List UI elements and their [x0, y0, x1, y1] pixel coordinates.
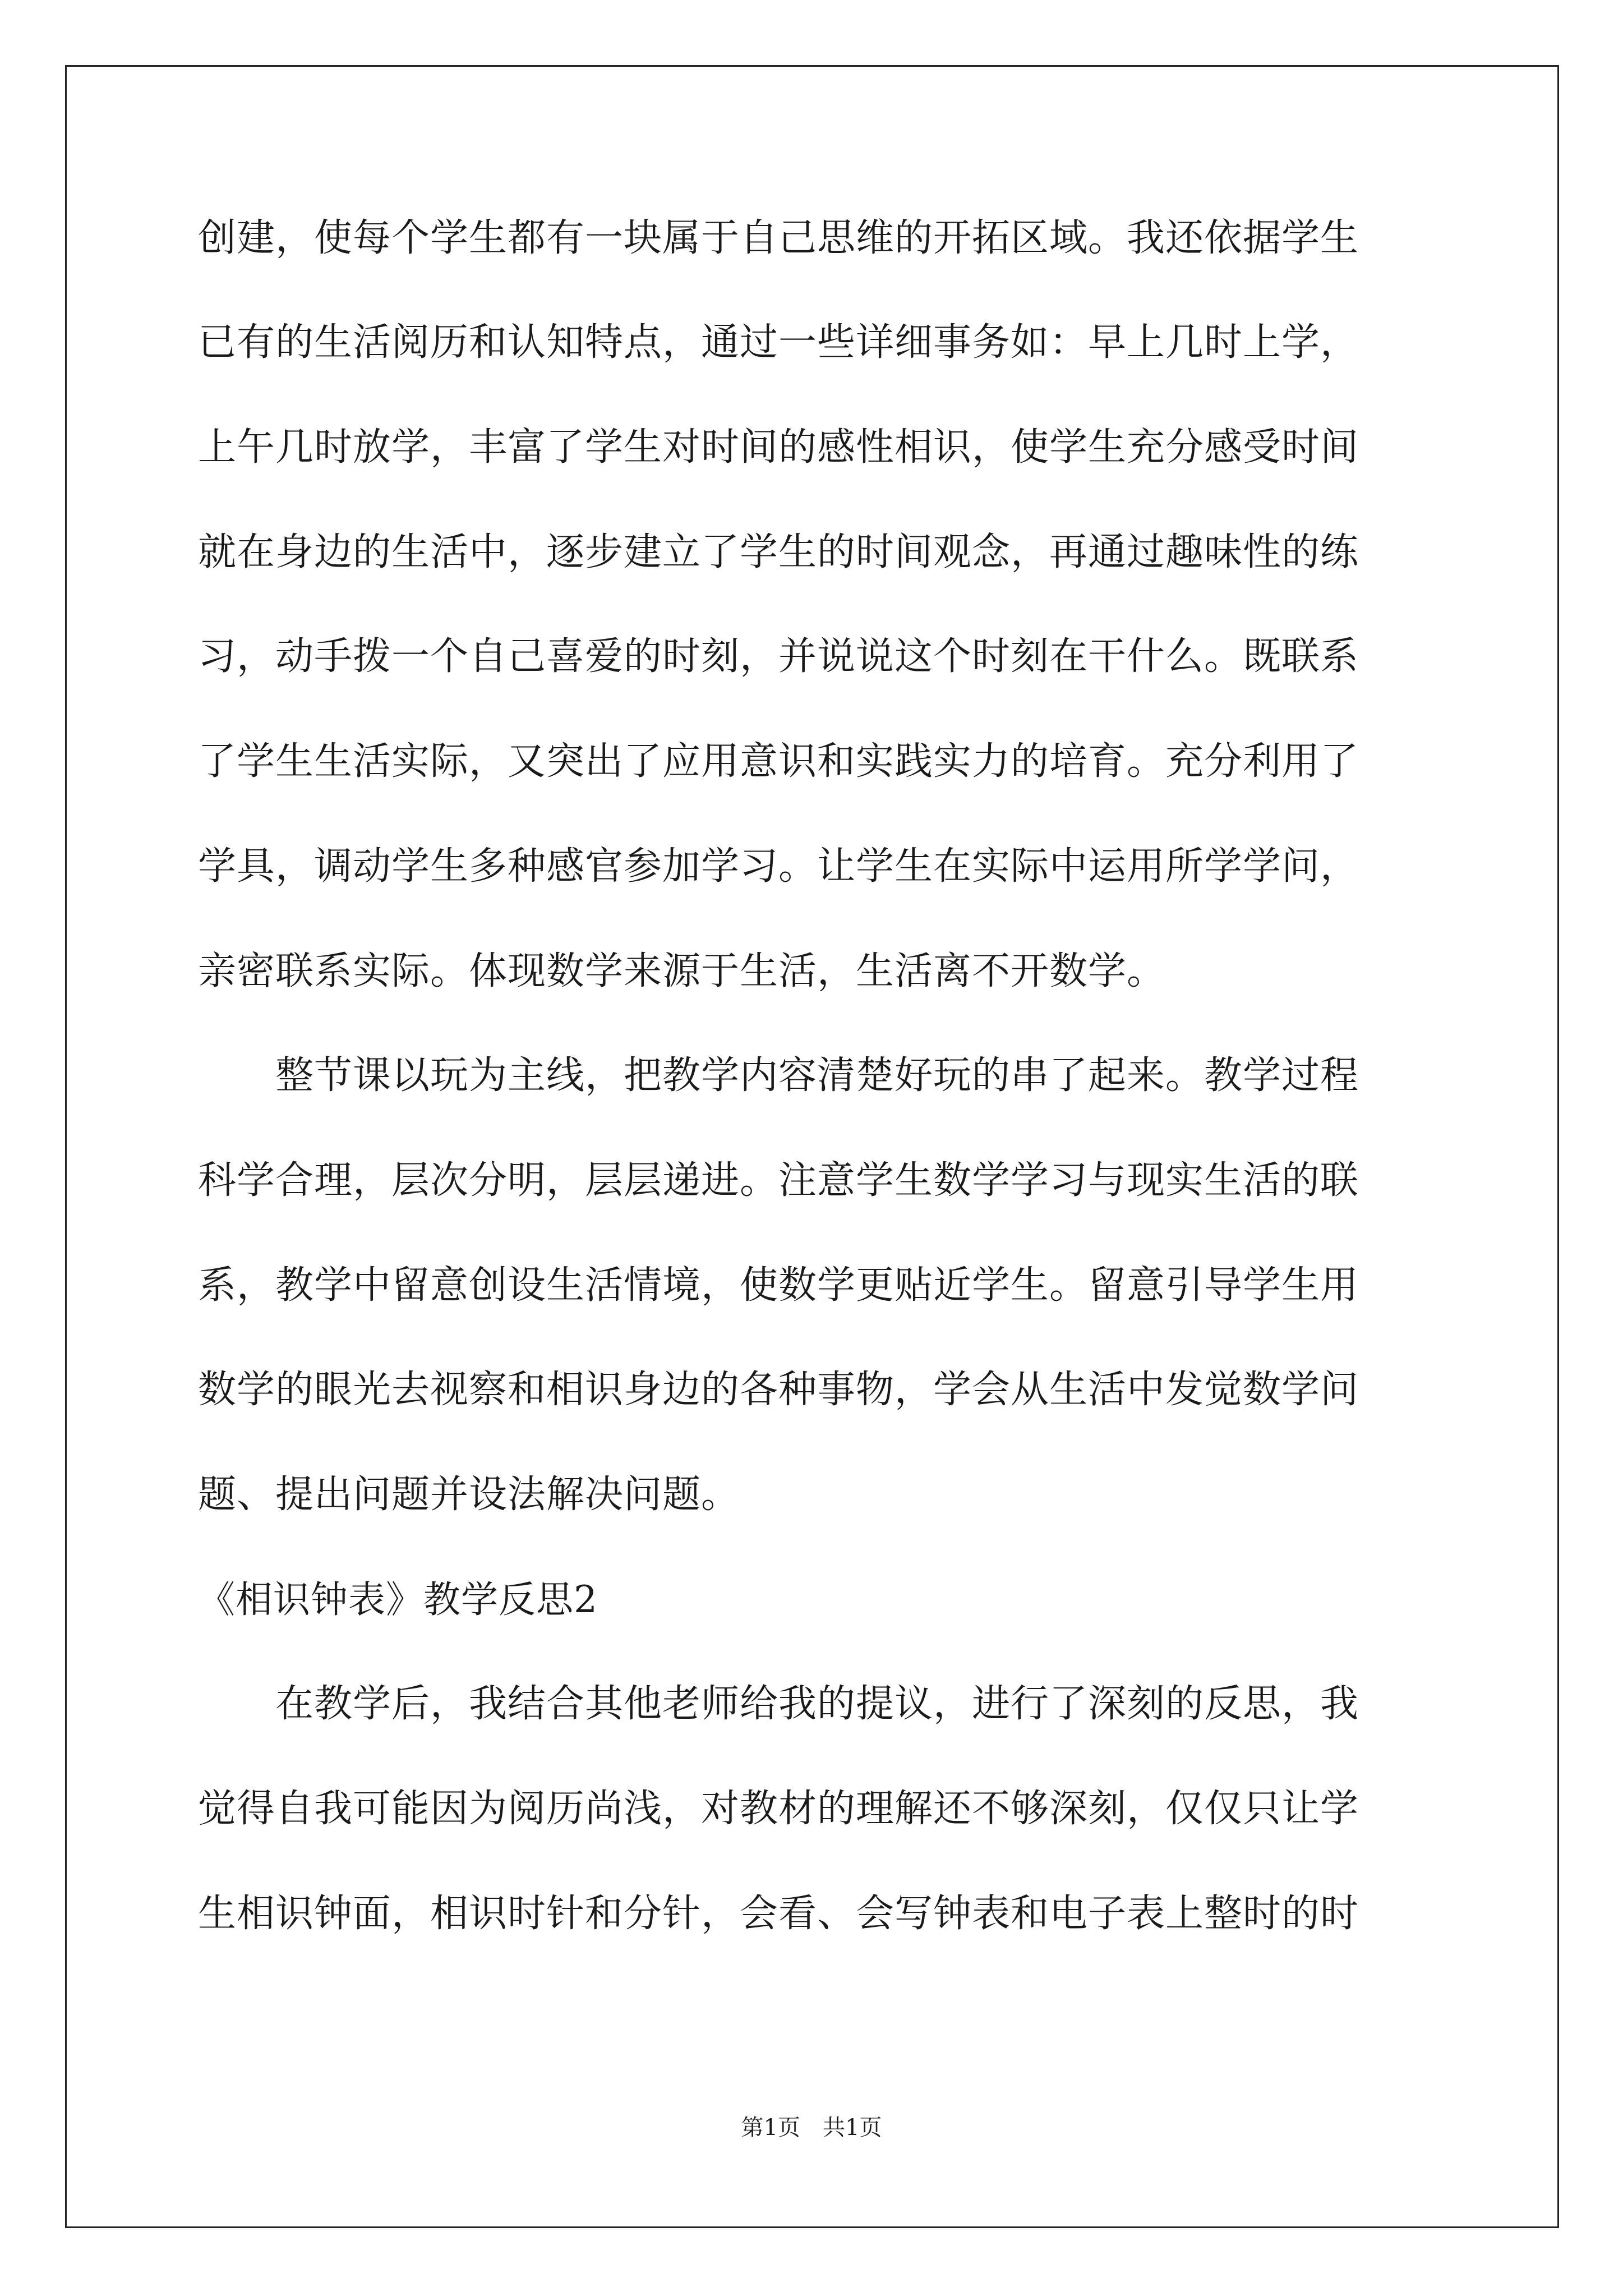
text-line: 系，教学中留意创设生活情境，使数学更贴近学生。留意引导学生用: [198, 1263, 1359, 1308]
text-line: 就在身边的生活中，逐步建立了学生的时间观念，再通过趣味性的练: [198, 530, 1359, 574]
text-line: 亲密联系实际。体现数学来源于生活，生活离不开数学。: [198, 949, 1166, 993]
text-line: 学具，调动学生多种感官参加学习。让学生在实际中运用所学学问，: [198, 844, 1359, 889]
text-line: 上午几时放学，丰富了学生对时间的感性相识，使学生充分感受时间: [198, 425, 1359, 470]
section-heading: 《相识钟表》教学反思2: [198, 1578, 598, 1621]
page-number: 第1页 共1页: [741, 2115, 882, 2141]
text-line: 在教学后，我结合其他老师给我的提议，进行了深刻的反思，我: [198, 1682, 1359, 1726]
text-line: 了学生生活实际，又突出了应用意识和实践实力的培育。充分利用了: [198, 739, 1359, 784]
text-line: 整节课以玩为主线，把教学内容清楚好玩的串了起来。教学过程: [198, 1053, 1359, 1098]
text-line: 习，动手拨一个自己喜爱的时刻，并说说这个时刻在干什么。既联系: [198, 634, 1359, 679]
text-line: 已有的生活阅历和认知特点，通过一些详细事务如：早上几时上学，: [198, 320, 1359, 365]
text-line: 生相识钟面，相识时针和分针，会看、会写钟表和电子表上整时的时: [198, 1892, 1359, 1936]
text-line: 数学的眼光去视察和相识身边的各种事物，学会从生活中发觉数学问: [198, 1368, 1359, 1412]
text-line: 科学合理，层次分明，层层递进。注意学生数学学习与现实生活的联: [198, 1158, 1359, 1203]
text-line: 觉得自我可能因为阅历尚浅，对教材的理解还不够深刻，仅仅只让学: [198, 1787, 1359, 1831]
text-line: 创建，使每个学生都有一块属于自己思维的开拓区域。我还依据学生: [198, 216, 1359, 260]
text-line: 题、提出问题并设法解决问题。: [198, 1473, 740, 1517]
